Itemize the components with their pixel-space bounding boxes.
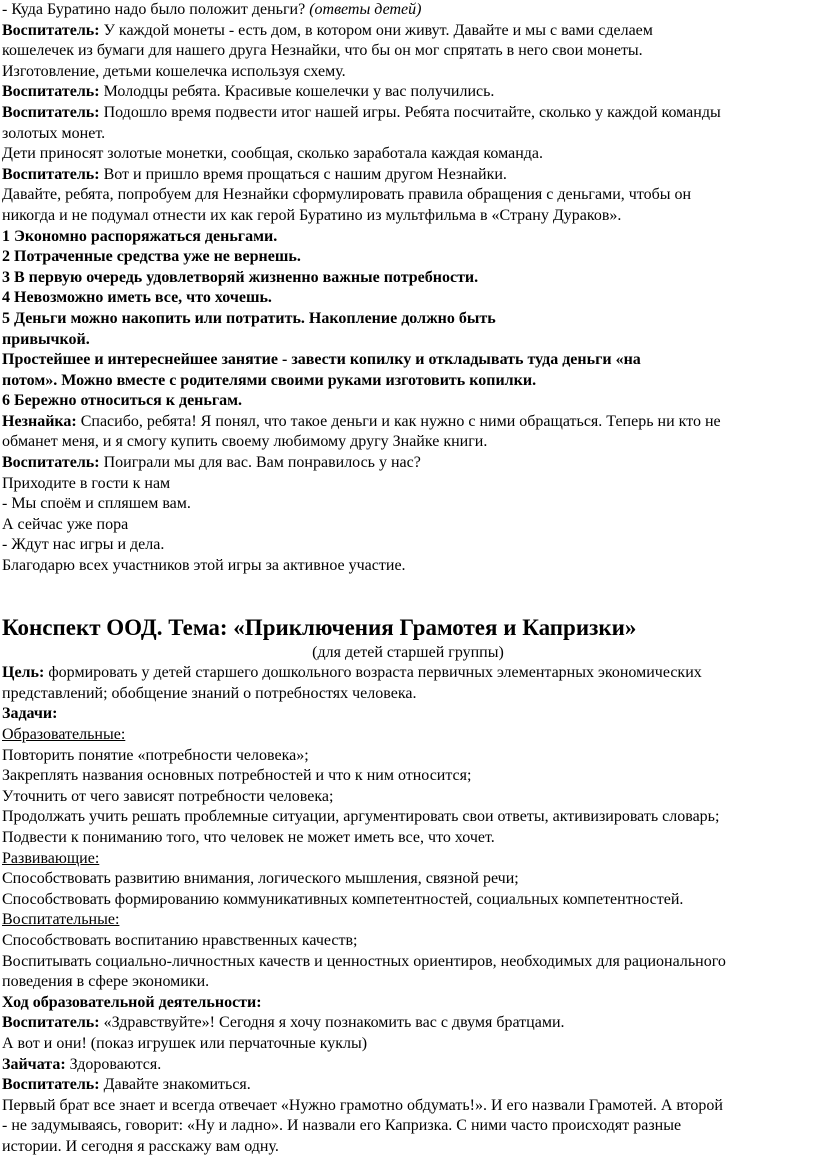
text-line: - Ждут нас игры и дела.: [2, 536, 165, 554]
speaker-label: Незнайка:: [2, 412, 77, 430]
text-line: [2, 412, 814, 433]
text-line: поведения в сфере экономики.: [2, 973, 210, 991]
text-line: [2, 1013, 814, 1034]
text-line: Благодарю всех участников этой игры за активное участие.: [2, 557, 406, 575]
text-line: [2, 0, 814, 21]
text-line: истории. И сегодня я расскажу вам одну.: [2, 1137, 279, 1155]
speaker-label: Воспитатель:: [2, 454, 100, 472]
subheading: [2, 725, 814, 746]
text-line: [2, 103, 814, 124]
text-line: золотых монет.: [2, 124, 106, 142]
text: Подошло время подвести итог нашей игры. Ребята посчитайте, сколько у каждой команды: [103, 103, 721, 121]
text-line: А вот и они! (показ игрушек или перчаточные куклы): [2, 1034, 368, 1052]
speaker-label: Воспитатель:: [2, 165, 100, 183]
spacer: [2, 577, 814, 613]
text-line: Способствовать воспитанию нравственных качеств;: [2, 931, 358, 949]
text: Давайте знакомиться.: [103, 1076, 251, 1094]
text: Поиграли мы для вас. Вам понравилось у нас?: [103, 454, 421, 472]
section-subtitle: (для детей старшей группы): [312, 643, 504, 661]
speaker-label: Зайчата:: [2, 1055, 66, 1073]
text-line: Первый брат все знает и всегда отвечает «Нужно грамотно обдумать!». И его назвали Грамотей. А второй: [2, 1096, 723, 1114]
tasks-heading: Задачи:: [2, 705, 58, 723]
text: У каждой монеты - есть дом, в котором они живут. Давайте и мы с вами сделаем: [103, 21, 653, 39]
text-line: кошелечек из бумаги для нашего друга Незнайки, что бы он мог спрятать в него свои монеты.: [2, 42, 643, 60]
text-line: Воспитывать социально-личностных качеств и ценностных ориентиров, необходимых для рационального: [2, 952, 726, 970]
rule-item: 1 Экономно распоряжаться деньгами.: [2, 227, 278, 245]
text-line: [2, 21, 814, 42]
text-line: [2, 663, 814, 684]
speaker-label: Воспитатель:: [2, 1014, 100, 1032]
text-line: [2, 1075, 814, 1096]
rule-item: привычкой.: [2, 330, 90, 348]
text-line: Повторить понятие «потребности человека»;: [2, 746, 309, 764]
text: - Куда Буратино надо было положит деньги?: [2, 1, 306, 18]
text-line: - Мы споём и спляшем вам.: [2, 495, 191, 513]
subheading: [2, 849, 814, 870]
text-line: [2, 453, 814, 474]
rule-item: 6 Бережно относиться к деньгам.: [2, 392, 243, 410]
course-heading: Ход образовательной деятельности:: [2, 993, 262, 1011]
text-line: [2, 1055, 814, 1076]
text-line: Продолжать учить решать проблемные ситуации, аргументировать свои ответы, активизировать словарь;: [2, 808, 720, 826]
text-line: [2, 82, 814, 103]
text: Спасибо, ребята! Я понял, что такое деньги и как нужно с ними обращаться. Теперь ни кто не: [80, 412, 721, 430]
text-line: представлений; обобщение знаний о потребностях человека.: [2, 684, 417, 702]
text: «Здравствуйте»! Сегодня я хочу познакомить вас с двумя братцами.: [103, 1014, 565, 1032]
rule-item: 2 Потраченные средства уже не вернешь.: [2, 248, 301, 266]
text-line: обманет меня, и я смогу купить своему любимому другу Знайке книги.: [2, 433, 488, 451]
text: Здороваются.: [69, 1055, 162, 1073]
subheading: [2, 910, 814, 931]
rule-item: 5 Деньги можно накопить или потратить. Накопление должно быть: [2, 309, 496, 327]
section-title: Конспект ООД. Тема: «Приключения Грамотея и Капризки»: [2, 614, 637, 640]
text: Молодцы ребята. Красивые кошелечки у вас получились.: [103, 83, 495, 101]
underlined-label: Образовательные:: [2, 726, 126, 743]
underlined-label: Воспитательные:: [2, 911, 120, 929]
text-line: [2, 165, 814, 186]
text-line: Уточнить от чего зависят потребности человека;: [2, 787, 334, 805]
speaker-label: Воспитатель:: [2, 1076, 100, 1094]
underlined-label: Развивающие:: [2, 849, 100, 867]
text-line: Закреплять названия основных потребностей и что к ним относится;: [2, 767, 472, 785]
text-line: А сейчас уже пора: [2, 515, 129, 533]
text-line: Давайте, ребята, попробуем для Незнайки сформулировать правила обращения с деньгами, чтобы он: [2, 186, 692, 204]
text-line: Способствовать развитию внимания, логического мышления, связной речи;: [2, 870, 519, 888]
text-line: Дети приносят золотые монетки, сообщая, сколько заработала каждая команда.: [2, 145, 544, 163]
text-line: Приходите в гости к нам: [2, 474, 171, 492]
text: Вот и пришло время прощаться с нашим другом Незнайки.: [103, 165, 507, 183]
rule-item: 4 Невозможно иметь все, что хочешь.: [2, 289, 272, 307]
rule-item: 3 В первую очередь удовлетворяй жизненно важные потребности.: [2, 268, 479, 286]
rule-item: потом». Можно вместе с родителями своими руками изготовить копилки.: [2, 371, 537, 389]
speaker-label: Воспитатель:: [2, 103, 100, 121]
text-line: Подвести к пониманию того, что человек не может иметь все, что хочет.: [2, 828, 495, 846]
goal-label: Цель:: [2, 664, 45, 682]
speaker-label: Воспитатель:: [2, 21, 100, 39]
speaker-label: Воспитатель:: [2, 83, 100, 101]
text: формировать у детей старшего дошкольного возраста первичных элементарных экономических: [48, 664, 702, 682]
text-line: Способствовать формированию коммуникативных компетентностей, социальных компетентностей.: [2, 890, 684, 908]
italic-note: (ответы детей): [309, 1, 422, 18]
text-line: - не задумываясь, говорит: «Ну и ладно». И назвали его Капризка. С ними часто происходят разные: [2, 1117, 682, 1135]
text-line: никогда и не подумал отнести их как герой Буратино из мультфильма в «Страну Дураков».: [2, 206, 622, 224]
rule-item: Простейшее и интереснейшее занятие - завести копилку и откладывать туда деньги «на: [2, 351, 641, 369]
text-line: Изготовление, детьми кошелечка используя схему.: [2, 62, 346, 80]
